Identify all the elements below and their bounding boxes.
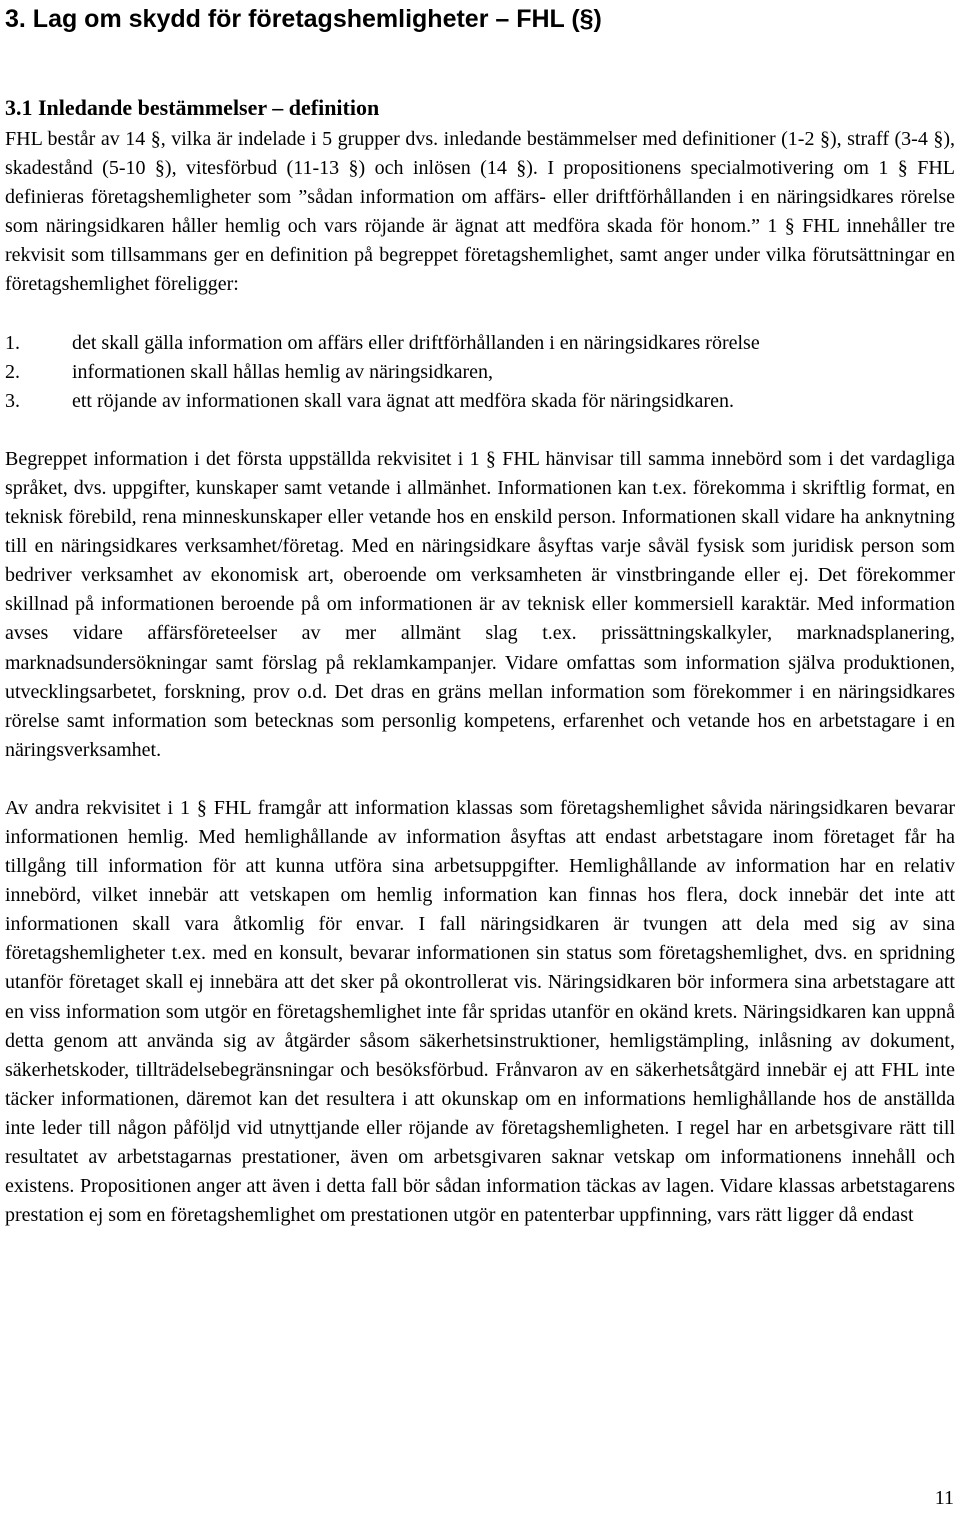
document-page [5,0,955,1230]
spacer [5,765,955,794]
spacer [5,300,955,329]
list-item-text: ett röjande av informationen skall vara ägnat att medföra skada för näringsidkaren. [72,389,734,412]
list-item-number: 2. [5,360,20,383]
list-item-number: 1. [5,331,20,354]
spacer [5,416,955,445]
page-number: 11 [934,1487,954,1509]
list-item [5,329,955,358]
list-item-number: 3. [5,389,20,412]
list-item-text: det skall gälla information om affärs eller driftförhållanden i en näringsidkares rörelse [72,331,760,354]
list-item [5,387,955,416]
information-paragraph: Begreppet information i det första uppställda rekvisitet i 1 § FHL hänvisar till samma innebörd som i det vardagliga språket, dvs. uppgifter, kunskaper samt vetande i allmänhet. Informationen kan t.ex. förekomma i skriftlig format, en teknisk förebild, rena minneskunskaper eller vetande hos en enskild person. Informationen skall vidare ha anknytning till en näringsidkares verksamhet/företag. Med en näringsidkare åsyftas varje såväl fysisk som juridisk person som bedriver verksamhet av ekonomisk art, oberoende om verksamheten är vinstbringande eller ej. Det förekommer skillnad på informationen beroende på om informationen är av teknisk eller kommersiell karaktär. Med information avses vidare affärsföreteelser av mer allmänt slag t.ex. prissättningskalkyler, marknadsplanering, marknadsundersökningar samt förslag på reklamkampanjer. Vidare omfattas som information själva produktionen, utvecklingsarbetet, forskning, prov o.d. Det dras en gräns mellan information som förekommer i en näringsidkares rörelse samt information som betecknas som personlig kompetens, erfarenhet och vetande hos en arbetstagare i en näringsverksamhet. [5,447,955,761]
list-item [5,358,955,387]
subsection-heading: 3.1 Inledande bestämmelser – definition [5,95,380,120]
requirements-list [5,329,955,416]
section-heading: 3. Lag om skydd för företagshemligheter – FHL (§) [5,5,602,33]
secrecy-paragraph: Av andra rekvisitet i 1 § FHL framgår att information klassas som företagshemlighet såvida näringsidkaren bevarar informationen hemlig. Med hemlighållande av information åsyftas att endast arbetstagare inom företaget får ha tillgång till information för att kunna utföra sina arbetsuppgifter. Hemlighållande av information har en relativ innebörd, vilket innebär att vetskapen om hemlig information kan finnas hos flera, dock innebär det inte att informationen skall vara åtkomlig för envar. I fall näringsidkaren är tvungen att dela med sig av sina företagshemligheter t.ex. med en konsult, bevarar informationen sin status som företagshemlighet, dvs. en spridning utanför företaget skall ej innebära att det sker på okontrollerat vis. Näringsidkaren bör informera sina arbetstagare att en viss information som utgör en företagshemlighet inte får spridas utanför en okänd krets. Näringsidkaren kan uppnå detta genom att använda sig av åtgärder såsom säkerhetsinstruktioner, hemligstämpling, inlåsning av dokument, säkerhetskoder, tillträdelsebegränsningar och besöksförbud. Frånvaron av en säkerhetsåtgärd innebär ej att FHL inte täcker informationen, däremot kan det resultera i att okunskap om en informations hemlighållande hos de anställda inte leder till någon påföljd vid utnyttjande eller röjande av företagshemligheten. I regel har en arbetsgivare rätt till resultatet av arbetstagarnas prestationer, även om arbetsgivaren saknar vetskap om informationens innehåll och existens. Propositionen anger att även i detta fall bör sådan information täckas av lagen. Vidare klassas arbetstagarens prestation ej som en företagshemlighet om prestationen utgör en patenterbar uppfinning, vars rätt ligger då endast [5,796,955,1227]
list-item-text: informationen skall hållas hemlig av näringsidkaren, [72,360,493,383]
intro-paragraph: FHL består av 14 §, vilka är indelade i 5 grupper dvs. inledande bestämmelser med definitioner (1-2 §), straff (3-4 §), skadestånd (5-10 §), vitesförbud (11-13 §) och inlösen (14 §). I propositionens specialmotivering om 1 § FHL definieras företagshemligheter som ”sådan information om affärs- eller driftförhållanden i en näringsidkares rörelse som näringsidkaren håller hemlig och vars röjande är ägnat att medföra skada för honom.” 1 § FHL innehåller tre rekvisit som tillsammans ger en definition på begreppet företagshemlighet, samt anger under vilka förutsättningar en företagshemlighet föreligger: [5,128,955,296]
